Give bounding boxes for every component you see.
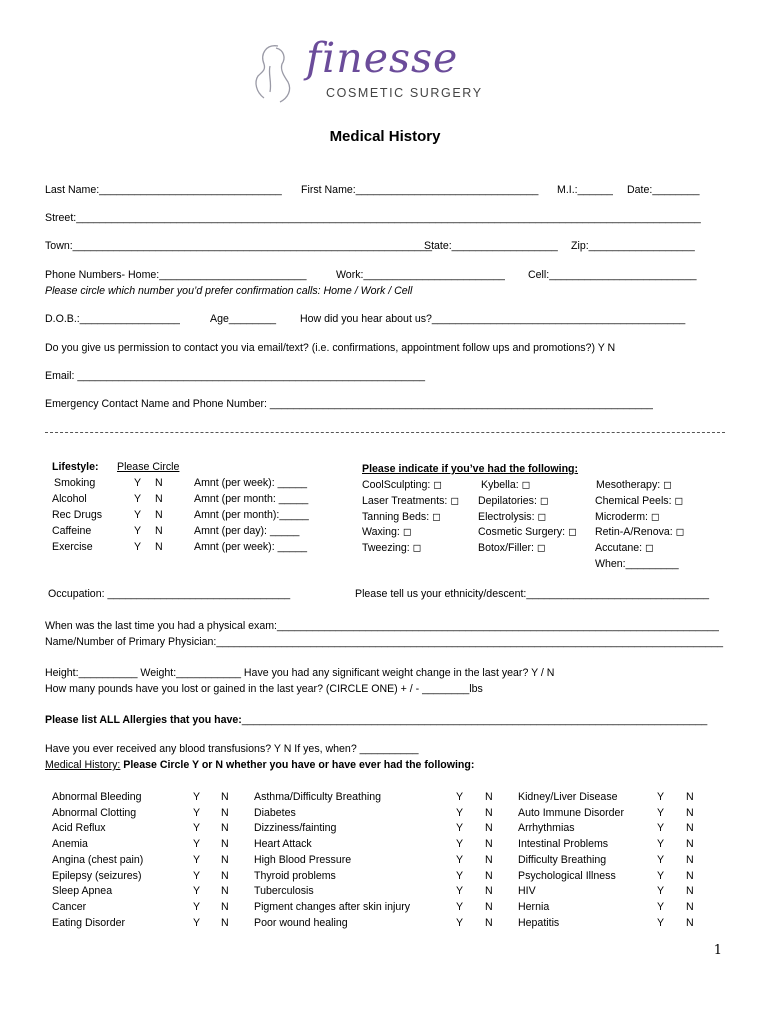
yes-option[interactable]: Y xyxy=(193,869,201,882)
yes-option[interactable]: Y xyxy=(134,525,142,537)
no-option[interactable]: N xyxy=(221,838,229,851)
no-option[interactable]: N xyxy=(485,916,493,929)
treatment-checkbox[interactable]: Chemical Peels: ◻ xyxy=(595,495,684,507)
treatment-checkbox[interactable]: Tweezing: ◻ xyxy=(362,542,422,554)
yes-option[interactable]: Y xyxy=(657,791,665,803)
page-title: Medical History xyxy=(329,128,441,145)
yes-option[interactable]: Y xyxy=(193,853,201,866)
no-option[interactable]: N xyxy=(686,900,694,913)
lifestyle-label: Exercise xyxy=(52,541,93,553)
no-option[interactable]: N xyxy=(221,885,229,898)
logo xyxy=(248,34,518,104)
condition-label: Acid Reflux xyxy=(52,822,106,835)
condition-label: Eating Disorder xyxy=(52,916,126,929)
yes-option[interactable]: Y xyxy=(193,885,201,898)
yes-option[interactable]: Y xyxy=(456,900,464,913)
work-phone-field[interactable]: Work:________________________ xyxy=(336,269,505,281)
accutane-when-field[interactable]: When:_________ xyxy=(595,558,679,570)
condition-label: Poor wound healing xyxy=(254,916,348,929)
yes-option[interactable]: Y xyxy=(456,838,464,851)
treatment-checkbox[interactable]: Laser Treatments: ◻ xyxy=(362,495,460,507)
yes-option[interactable]: Y xyxy=(134,541,142,553)
no-option[interactable]: N xyxy=(686,806,694,819)
condition-label: Angina (chest pain) xyxy=(52,853,144,866)
condition-label: Cancer xyxy=(52,900,87,913)
no-option[interactable]: N xyxy=(221,869,229,882)
no-option[interactable]: N xyxy=(155,541,163,553)
yes-option[interactable]: Y xyxy=(456,916,464,929)
treatment-checkbox[interactable]: Accutane: ◻ xyxy=(595,542,654,554)
condition-label: Heart Attack xyxy=(254,838,312,851)
amount-field[interactable]: Amnt (per month):_____ xyxy=(194,509,309,521)
contact-permission[interactable]: Do you give us permission to contact you via email/text? (i.e. confirmations, appointment follow ups and promotions?) Y N xyxy=(45,342,616,354)
yes-option[interactable]: Y xyxy=(657,885,665,898)
yes-option[interactable]: Y xyxy=(456,806,464,819)
no-option[interactable]: N xyxy=(485,791,493,803)
page-number: 1 xyxy=(713,943,722,958)
no-option[interactable]: N xyxy=(485,822,493,835)
condition-label: Dizziness/fainting xyxy=(254,822,337,835)
no-option[interactable]: N xyxy=(155,493,163,505)
yes-option[interactable]: Y xyxy=(657,822,665,835)
no-option[interactable]: N xyxy=(686,822,694,835)
no-option[interactable]: N xyxy=(221,806,229,819)
no-option[interactable]: N xyxy=(221,791,229,803)
yes-option[interactable]: Y xyxy=(657,806,665,819)
yes-option[interactable]: Y xyxy=(193,822,201,835)
no-option[interactable]: N xyxy=(485,853,493,866)
date-field[interactable]: Date:________ xyxy=(627,184,700,196)
treatment-checkbox[interactable]: Tanning Beds: ◻ xyxy=(362,511,441,523)
treatment-checkbox[interactable]: Microderm: ◻ xyxy=(595,511,660,523)
no-option[interactable]: N xyxy=(155,477,163,489)
age-field[interactable]: Age________ xyxy=(210,313,276,325)
condition-label: HIV xyxy=(518,885,536,898)
lifestyle-label: Caffeine xyxy=(52,525,92,537)
yes-option[interactable]: Y xyxy=(193,916,201,929)
section-divider xyxy=(45,432,725,433)
ethnicity-field[interactable]: Please tell us your ethnicity/descent:_______________________________ xyxy=(355,588,710,600)
treatment-checkbox[interactable]: Cosmetic Surgery: ◻ xyxy=(478,526,577,538)
height-weight-field[interactable]: Height:__________ Weight:___________ Have you had any significant weight change in the last year? Y / N xyxy=(45,667,555,679)
no-option[interactable]: N xyxy=(221,900,229,913)
yes-option[interactable]: Y xyxy=(193,791,201,803)
weight-change-field[interactable]: How many pounds have you lost or gained in the last year? (CIRCLE ONE) + / - ________lbs xyxy=(45,683,483,695)
treatment-checkbox[interactable]: Mesotherapy: ◻ xyxy=(596,479,672,491)
amount-field[interactable]: Amnt (per week): _____ xyxy=(194,477,308,489)
town-field[interactable]: Town:_____________________________________________________________ xyxy=(45,240,433,252)
lifestyle-label: Rec Drugs xyxy=(52,509,103,521)
yes-option[interactable]: Y xyxy=(657,838,665,851)
yes-option[interactable]: Y xyxy=(657,869,665,882)
lifestyle-label: Alcohol xyxy=(52,493,87,505)
medical-history-instructions: Please Circle Y or N whether you have or have ever had the following: xyxy=(120,759,475,771)
condition-label: Epilepsy (seizures) xyxy=(52,869,142,882)
state-field[interactable]: State:__________________ xyxy=(424,240,558,252)
street-field[interactable]: Street:__________________________________________________________________________________________________________ xyxy=(45,212,701,224)
email-field[interactable]: Email: ___________________________________________________________ xyxy=(45,370,425,382)
lifestyle-label: Smoking xyxy=(54,477,96,489)
condition-label: Psychological Illness xyxy=(518,869,616,882)
condition-label: Arrhythmias xyxy=(518,822,575,835)
condition-label: Diabetes xyxy=(254,806,296,819)
no-option[interactable]: N xyxy=(686,838,694,851)
yes-option[interactable]: Y xyxy=(456,853,464,866)
no-option[interactable]: N xyxy=(155,525,163,537)
last-name-field[interactable]: Last Name:_______________________________ xyxy=(45,184,282,196)
brand-name: finesse xyxy=(306,34,459,82)
no-option[interactable]: N xyxy=(485,885,493,898)
transfusion-field[interactable]: Have you ever received any blood transfusions? Y N If yes, when? __________ xyxy=(45,743,419,755)
referral-field[interactable]: How did you hear about us?___________________________________________ xyxy=(300,313,686,325)
no-option[interactable]: N xyxy=(485,838,493,851)
confirmation-call-note: Please circle which number you’d prefer confirmation calls: Home / Work / Cell xyxy=(45,285,413,297)
condition-label: High Blood Pressure xyxy=(254,853,352,866)
allergies-label: Please list ALL Allergies that you have: xyxy=(45,714,242,726)
yes-option[interactable]: Y xyxy=(193,806,201,819)
no-option[interactable]: N xyxy=(686,916,694,929)
condition-label: Auto Immune Disorder xyxy=(518,806,624,819)
yes-option[interactable]: Y xyxy=(456,822,464,835)
cell-phone-field[interactable]: Cell:_________________________ xyxy=(528,269,697,281)
no-option[interactable]: N xyxy=(686,791,694,803)
treatment-checkbox[interactable]: Electrolysis: ◻ xyxy=(478,511,547,523)
condition-label: Tuberculosis xyxy=(254,885,314,898)
no-option[interactable]: N xyxy=(686,869,694,882)
yes-option[interactable]: Y xyxy=(193,900,201,913)
yes-option[interactable]: Y xyxy=(456,791,464,803)
condition-label: Asthma/Difficulty Breathing xyxy=(254,791,381,803)
yes-option[interactable]: Y xyxy=(193,838,201,851)
emergency-contact-field[interactable]: Emergency Contact Name and Phone Number: _________________________________________________________________ xyxy=(45,398,653,410)
no-option[interactable]: N xyxy=(221,822,229,835)
condition-label: Anemia xyxy=(52,838,88,851)
yes-option[interactable]: Y xyxy=(657,916,665,929)
physician-field[interactable]: Name/Number of Primary Physician:______________________________________________________________________________________ xyxy=(45,636,724,648)
treatments-heading: Please indicate if you’ve had the following: xyxy=(362,463,579,475)
no-option[interactable]: N xyxy=(221,916,229,929)
yes-option[interactable]: Y xyxy=(456,885,464,898)
condition-label: Difficulty Breathing xyxy=(518,853,607,866)
yes-option[interactable]: Y xyxy=(456,869,464,882)
no-option[interactable]: N xyxy=(485,900,493,913)
condition-label: Hernia xyxy=(518,900,550,913)
first-name-field[interactable]: First Name:_______________________________ xyxy=(301,184,539,196)
condition-label: Pigment changes after skin injury xyxy=(254,900,411,913)
woman-silhouette-icon xyxy=(248,42,304,104)
no-option[interactable]: N xyxy=(155,509,163,521)
no-option[interactable]: N xyxy=(485,869,493,882)
allergies-line: _______________________________________________________________________________ xyxy=(241,714,708,726)
treatment-checkbox[interactable]: Waxing: ◻ xyxy=(362,526,412,538)
no-option[interactable]: N xyxy=(221,853,229,866)
no-option[interactable]: N xyxy=(485,806,493,819)
condition-label: Intestinal Problems xyxy=(518,838,609,851)
treatment-checkbox[interactable]: Botox/Filler: ◻ xyxy=(478,542,546,554)
condition-label: Kidney/Liver Disease xyxy=(518,791,618,803)
condition-label: Sleep Apnea xyxy=(52,885,113,898)
treatment-checkbox[interactable]: Kybella: ◻ xyxy=(481,479,531,491)
yes-option[interactable]: Y xyxy=(134,493,142,505)
please-circle-heading: Please Circle xyxy=(117,461,180,473)
medical-history-label: Medical History: xyxy=(45,759,121,771)
occupation-field[interactable]: Occupation: _______________________________ xyxy=(48,588,291,600)
allergies-field[interactable] xyxy=(45,714,707,726)
zip-field[interactable]: Zip:__________________ xyxy=(571,240,695,252)
condition-label: Thyroid problems xyxy=(254,869,336,882)
no-option[interactable]: N xyxy=(686,853,694,866)
condition-label: Abnormal Bleeding xyxy=(52,791,142,803)
treatment-checkbox[interactable]: Retin-A/Renova: ◻ xyxy=(595,526,685,538)
medical-history-heading xyxy=(45,759,474,771)
amount-field[interactable]: Amnt (per week): _____ xyxy=(194,541,308,553)
yes-option[interactable]: Y xyxy=(657,853,665,866)
treatment-checkbox[interactable]: Depilatories: ◻ xyxy=(478,495,549,507)
dob-field[interactable]: D.O.B.:_________________ xyxy=(45,313,180,325)
yes-option[interactable]: Y xyxy=(134,509,142,521)
lifestyle-heading: Lifestyle: xyxy=(52,461,99,473)
no-option[interactable]: N xyxy=(686,885,694,898)
yes-option[interactable]: Y xyxy=(134,477,142,489)
condition-label: Hepatitis xyxy=(518,916,560,929)
physical-exam-field[interactable]: When was the last time you had a physical exam:___________________________________________________________________________ xyxy=(45,620,719,632)
middle-initial-field[interactable]: M.I.:______ xyxy=(557,184,613,196)
amount-field[interactable]: Amnt (per month: _____ xyxy=(194,493,309,505)
treatment-checkbox[interactable]: CoolSculpting: ◻ xyxy=(362,479,443,491)
yes-option[interactable]: Y xyxy=(657,900,665,913)
amount-field[interactable]: Amnt (per day): _____ xyxy=(194,525,300,537)
home-phone-field[interactable]: Phone Numbers- Home:_________________________ xyxy=(45,269,307,281)
condition-label: Abnormal Clotting xyxy=(52,806,137,819)
brand-subtitle: COSMETIC SURGERY xyxy=(326,86,483,100)
